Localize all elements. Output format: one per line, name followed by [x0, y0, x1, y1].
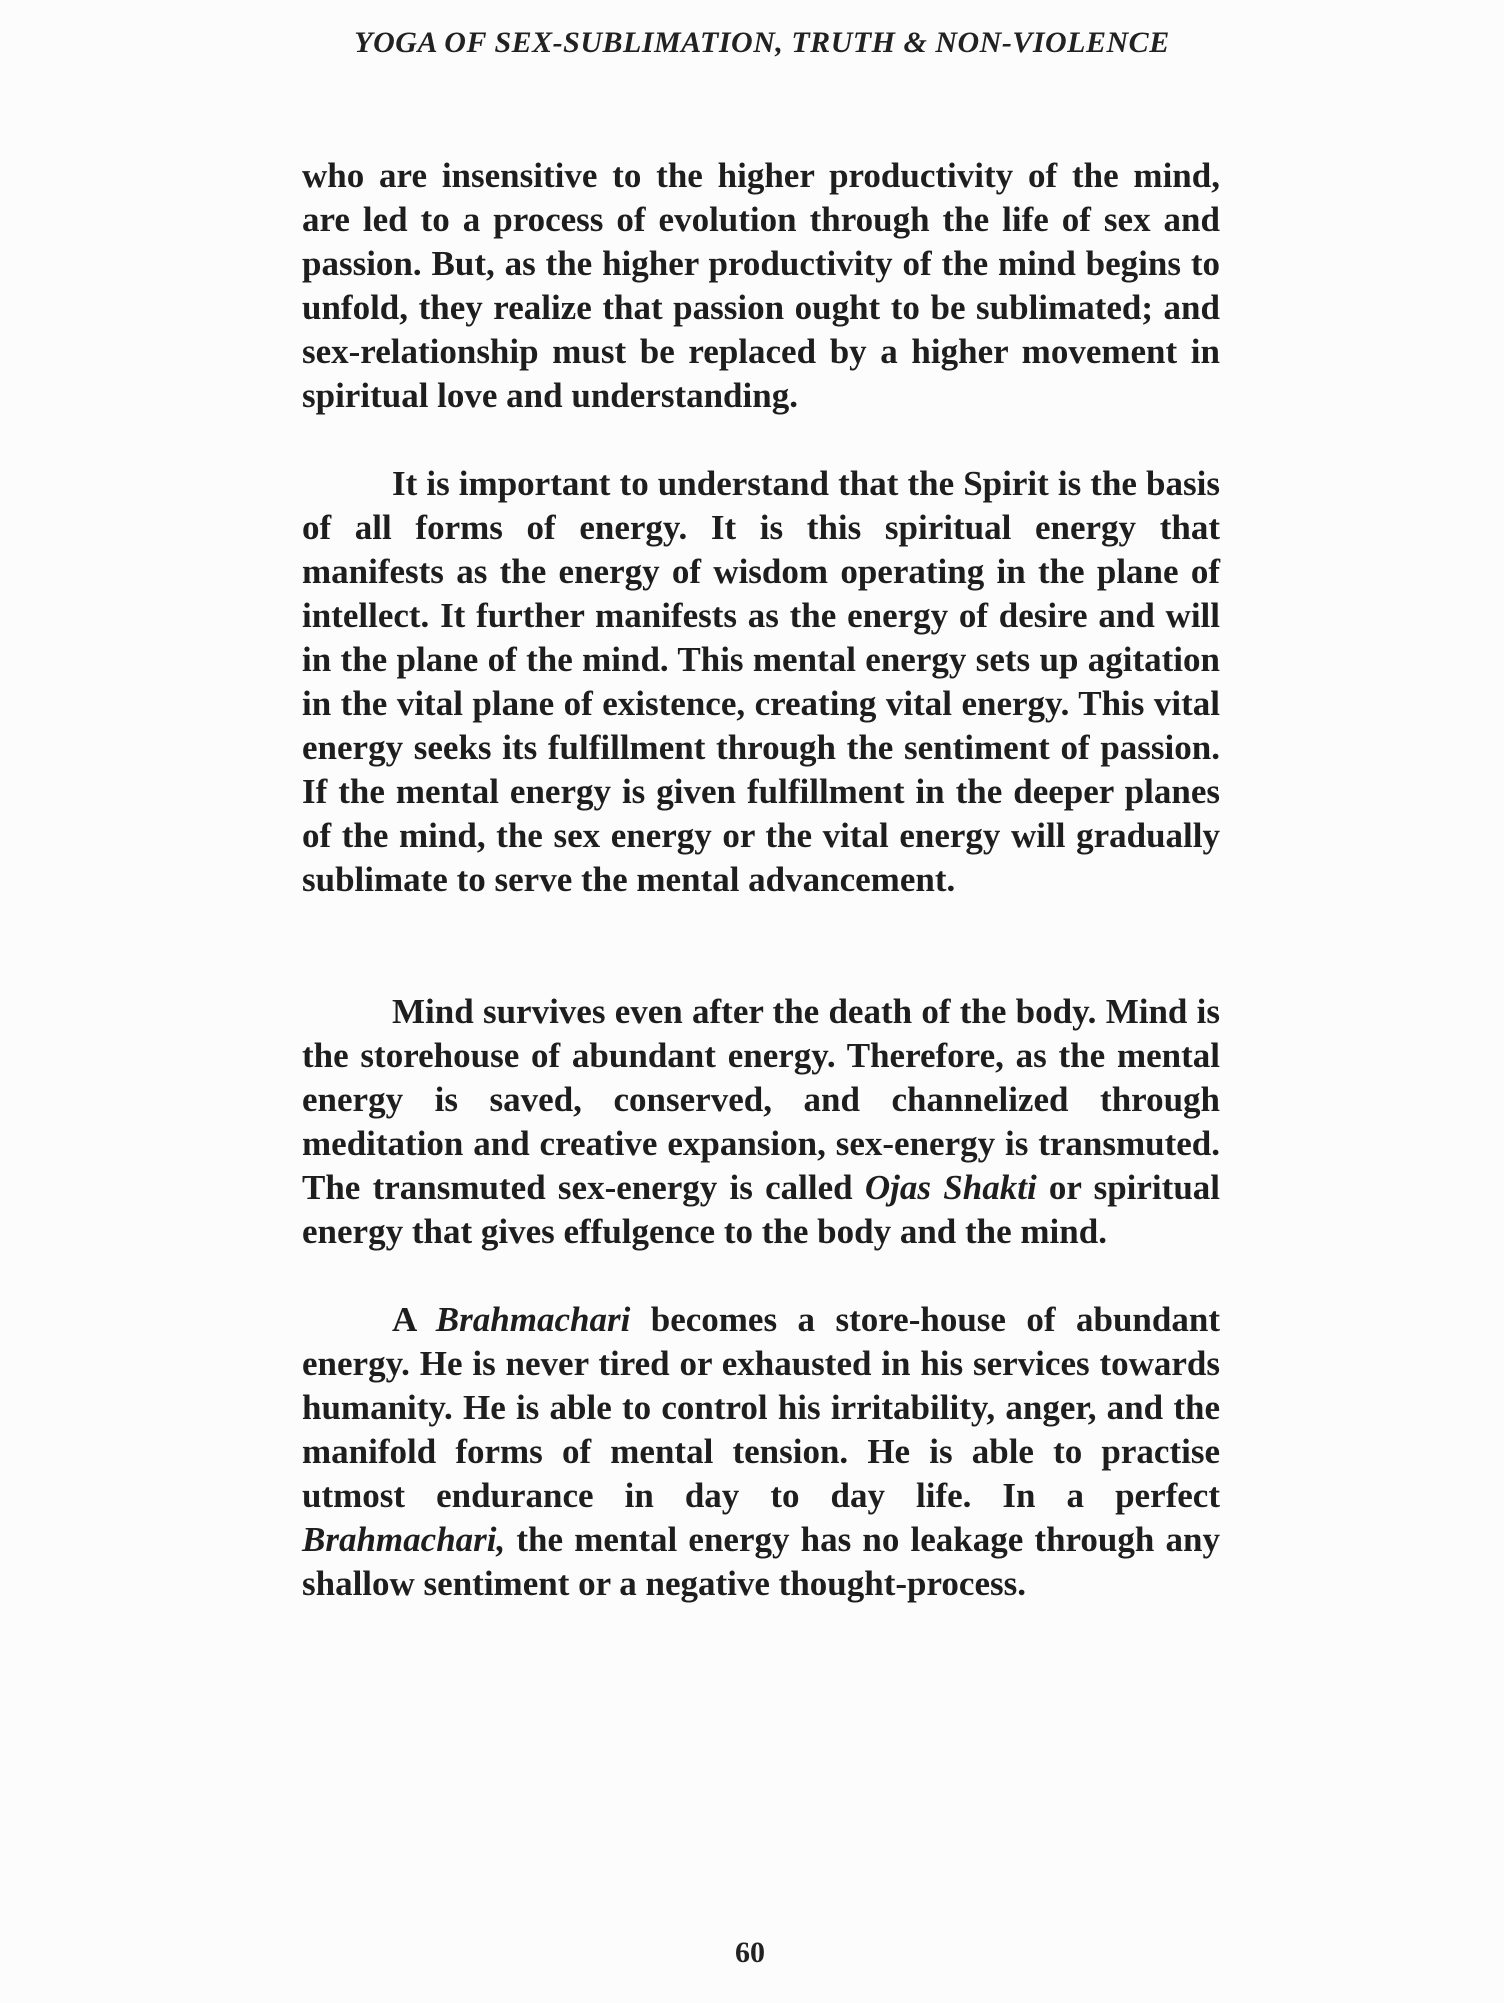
paragraph-3-text-before: Mind survives even after the death of the body. Mind is the storehouse of abundant energy. Therefore, as the mental energy is saved, conserved, and channelized through meditation and creative expansion, sex-energy is transmuted. The transmuted sex-energy is called	[302, 992, 1220, 1207]
term-brahmachari-2: Brahmachari,	[302, 1520, 506, 1559]
term-brahmachari: Brahmachari	[435, 1300, 631, 1339]
paragraph-3-text-after: or spiritual energy that gives effulgence to the body and the mind.	[302, 1168, 1221, 1251]
running-header: YOGA OF SEX-SUBLIMATION, TRUTH & NON-VIOLENCE	[354, 26, 1170, 59]
page-number: 60	[735, 1936, 765, 1969]
page-body	[302, 154, 1220, 1606]
paragraph-4-text-middle: becomes a store-house of abundant energy. He is never tired or exhausted in his services towards humanity. He is able to control his irritability, anger, and the manifold forms of mental tension. He is able to practise utmost endurance in day to day life. In a perfect	[302, 1300, 1220, 1515]
paragraph-3	[302, 990, 1220, 1254]
paragraph-2: It is important to understand that the Spirit is the basis of all forms of energy. It is this spiritual energy that manifests as the energy of wisdom operating in the plane of intellect. It further manifests as the energy of desire and will in the plane of the mind. This mental energy sets up agitation in the vital plane of existence, creating vital energy. This vital energy seeks its fulfillment through the sentiment of passion. If the mental energy is given fulfillment in the deeper planes of the mind, the sex energy or the vital energy will gradually sublimate to serve the mental advancement.	[302, 464, 1220, 899]
term-ojas-shakti: Ojas Shakti	[864, 1168, 1037, 1207]
paragraph-4-text-end: the mental energy has no leakage through any shallow sentiment or a negative thought-process.	[302, 1520, 1220, 1603]
paragraph-4	[302, 1298, 1220, 1606]
paragraph-4-text-start: A	[392, 1300, 436, 1339]
paragraph-1: who are insensitive to the higher productivity of the mind, are led to a process of evolution through the life of sex and passion. But, as the higher productivity of the mind begins to unfold, they realize that passion ought to be sublimated; and sex-relationship must be replaced by a higher movement in spiritual love and understanding.	[302, 156, 1220, 415]
